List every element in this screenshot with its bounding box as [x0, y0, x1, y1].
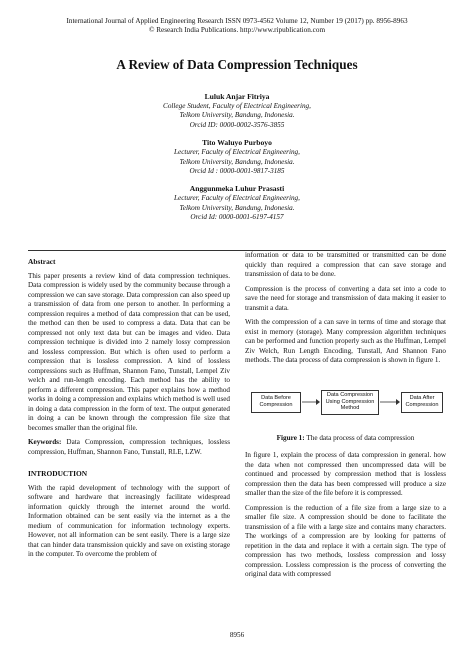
author-block [0, 92, 474, 231]
body-paragraph: With the compression of a can save in terms of time and storage that exist in memory (storage). Many compression algorithm techniques can be performed and function properly such as the Huffman, Lempel Ziv Welch, Run Length Encoding, Tunstall, And Shannon Fano methods. The data process of data compression is shown in figure 1. [245, 318, 446, 364]
body-paragraph: Compression is the process of converting a data set into a code to save the need for storage and transmission of data making it easier to transmit a data. [245, 284, 446, 312]
box-data-after-compression: Data After Compression [401, 392, 443, 413]
abstract-text: This paper presents a review kind of data compression techniques. Data compression is widely used by the community because through a compression we can save storage. Data compression can also speed up a transmission of data from one person to another. In performing a compression requires a method of data compression that can be used, the method can then be used to compress a data. Data that can be compressed not only text data but can be images and video. Data compression technique is divided into 2 namely lossy compression and lossless compression. But which is often used to perform a compression that is lossless compression. A kind of lossless compressions such as Huffman, Shannon Fano, Tunstall, Lempel Ziv welch and run-length encoding. Each method has the ability to perform a different compression. This paper explains how a method works in doing a compression and explains which method is well used in doing a data compression in the form of text. The output generated in doing a can be known through the compression file size that becomes smaller than the original file. [28, 271, 230, 432]
introduction-heading: INTRODUCTION [28, 469, 88, 478]
right-column [245, 251, 446, 585]
paper-title: A Review of Data Compression Techniques [116, 57, 358, 72]
author-2 [0, 138, 474, 176]
author-orcid: Orcid ID: 0000-0002-3576-3855 [189, 120, 285, 129]
keywords-label: Keywords: [28, 438, 62, 446]
author-name: Luluk Anjar Fitriya [204, 92, 270, 101]
author-1 [0, 92, 474, 130]
journal-header-line2: © Research India Publications. http://www.ripublication.com [148, 26, 326, 34]
left-column [28, 257, 230, 565]
author-affiliation: Telkom University, Bandung, Indonesia. [179, 157, 295, 166]
author-name: Anggunmeka Luhur Prasasti [189, 184, 285, 194]
body-paragraph: In figure 1, explain the process of data compression in general. how the data when not compressed then uncompressed data will be continued and processed by compression method that is lossless compression then the data has been compressed will produce a size smaller than the size of the file before it is compressed. [245, 451, 446, 497]
author-orcid: Orcid Id: 0000-0001-6197-4157 [190, 213, 284, 222]
keywords [28, 438, 230, 457]
journal-header [0, 17, 474, 35]
author-affiliation: Lecturer, Faculty of Electrical Engineering, [174, 194, 300, 203]
arrow-icon [380, 398, 400, 406]
author-affiliation: College Student, Faculty of Electrical Engineering, [163, 102, 311, 110]
body-paragraph: information or data to be transmitted or transmitted can be done quickly than required a compression that can save storage and transmission of data to be done. [245, 251, 446, 278]
page-number: 8956 [229, 631, 245, 639]
body-paragraph: Compression is the reduction of a file size from a large size to a smaller file size. A compression should be done to facilitate the transmission of a file with a large size and contains many characters. The workings of a compression are by looking for patterns of repetition in the data and replace it with a certain sign. The type of compression has two methods, lossless compression and lossy compression. Lossless compression is the process of converting the original data with compressed [245, 503, 446, 578]
journal-header-line1: International Journal of Applied Engineering Research ISSN 0973-4562 Volume 12, Number 19 (2017) pp. 8956-8963 [66, 17, 408, 25]
box-data-compression-method: Data Compression Using Compression Method [321, 390, 379, 415]
figure-1-diagram [245, 372, 446, 430]
author-3 [0, 184, 474, 222]
box-data-before-compression: Data Before Compression [251, 392, 301, 413]
abstract-heading: Abstract [28, 257, 56, 266]
author-name: Tito Waluyo Purboyo [202, 138, 272, 148]
keywords-text: Data Compression, compression techniques, lossless compression, Huffman, Shannon Fano, Tunstall, RLE, LZW. [28, 438, 230, 456]
caption-label: Figure 1: [276, 433, 305, 442]
author-orcid: Orcid Id : 0000-0001-9817-3185 [189, 167, 285, 176]
author-affiliation: Telkom University, Bandung, Indonesia. [179, 111, 295, 120]
author-affiliation: Lecturer, Faculty of Electrical Engineering, [174, 148, 300, 157]
arrow-icon [302, 398, 320, 406]
author-affiliation: Telkom University, Bandung, Indonesia. [179, 203, 295, 212]
figure-1-caption [245, 434, 446, 444]
introduction-text: With the rapid development of technology with the support of software and hardware that increasingly facilitate widespread information quickly through the internet around the world. Information obtained can be sent easily via the internet as a the medium of communication for information technology experts. However, not all information can be sent easily. There is a large size that can hinder data transmission quickly and save on existing storage in the computer. To overcome the problem of [28, 483, 230, 558]
caption-text: The data process of data compression [306, 433, 415, 442]
